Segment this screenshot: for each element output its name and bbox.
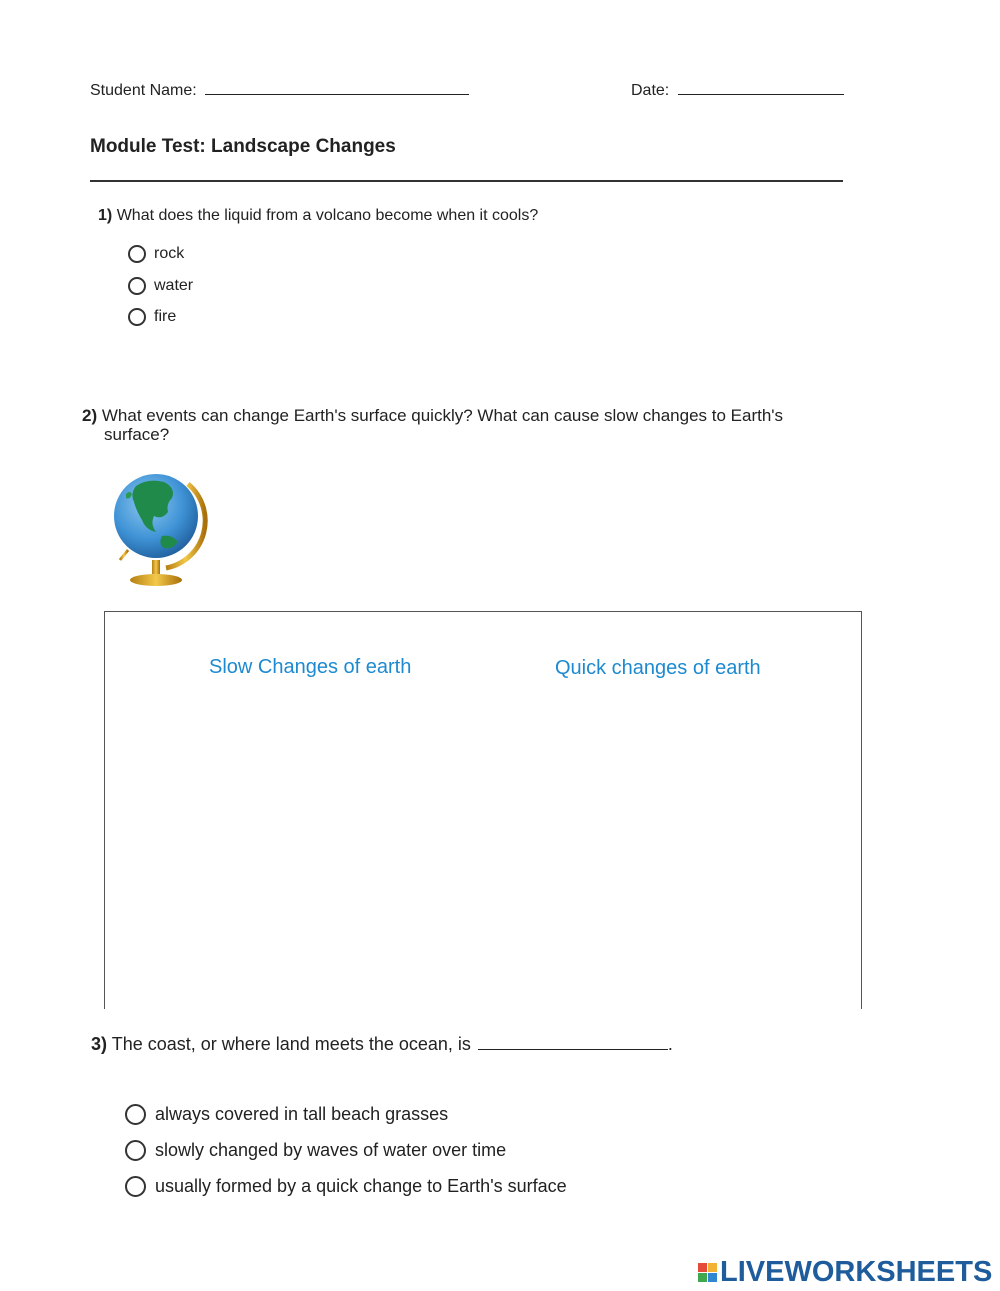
footer-brand	[698, 1256, 992, 1289]
student-name-field[interactable]	[205, 94, 469, 95]
radio-button[interactable]	[128, 308, 146, 326]
logo-tile	[698, 1273, 707, 1282]
student-name-label: Student Name:	[90, 82, 197, 99]
title-divider	[90, 180, 843, 182]
q3-option-1[interactable]	[125, 1104, 448, 1125]
question-2	[82, 406, 783, 444]
option-label: rock	[154, 245, 185, 262]
quick-changes-heading: Quick changes of earth	[555, 657, 761, 679]
logo-tile	[708, 1273, 717, 1282]
liveworksheets-logo-icon	[698, 1263, 717, 1282]
q1-option-water[interactable]	[128, 277, 193, 295]
option-label: usually formed by a quick change to Earth's surface	[155, 1176, 567, 1196]
slow-changes-heading: Slow Changes of earth	[209, 656, 412, 678]
question-2-number: 2)	[82, 406, 98, 425]
date-field[interactable]	[678, 94, 844, 95]
q3-option-3[interactable]	[125, 1176, 567, 1197]
question-3-end-punct: .	[667, 1034, 673, 1054]
student-name-row	[90, 82, 469, 100]
option-label: water	[154, 277, 194, 294]
question-3-text: The coast, or where land meets the ocean, is	[111, 1034, 471, 1054]
logo-tile	[708, 1263, 717, 1272]
answer-box[interactable]	[104, 611, 862, 1009]
question-1-number: 1)	[98, 207, 113, 224]
q3-option-2[interactable]	[125, 1140, 506, 1161]
q1-option-fire[interactable]	[128, 308, 176, 326]
brand-name: LIVEWORKSHEETS	[720, 1256, 993, 1288]
globe-icon	[106, 464, 212, 588]
date-row	[631, 82, 844, 100]
radio-button[interactable]	[125, 1104, 146, 1125]
question-1	[98, 207, 538, 225]
option-label: slowly changed by waves of water over time	[155, 1140, 507, 1160]
logo-tile	[698, 1263, 707, 1272]
radio-button[interactable]	[125, 1140, 146, 1161]
question-3-blank[interactable]	[478, 1049, 668, 1050]
radio-button[interactable]	[128, 277, 146, 295]
question-1-text: What does the liquid from a volcano become when it cools?	[116, 207, 539, 224]
question-3-number: 3)	[91, 1034, 108, 1054]
option-label: fire	[154, 308, 177, 325]
question-2-text-line1: What events can change Earth's surface quickly? What can cause slow changes to Earth's	[101, 406, 784, 425]
date-label: Date:	[631, 82, 670, 99]
q1-option-rock[interactable]	[128, 245, 184, 263]
radio-button[interactable]	[125, 1176, 146, 1197]
option-label: always covered in tall beach grasses	[155, 1104, 449, 1124]
radio-button[interactable]	[128, 245, 146, 263]
page-title: Module Test: Landscape Changes	[90, 136, 396, 157]
question-3	[91, 1034, 673, 1055]
question-2-text-line2: surface?	[104, 425, 170, 444]
